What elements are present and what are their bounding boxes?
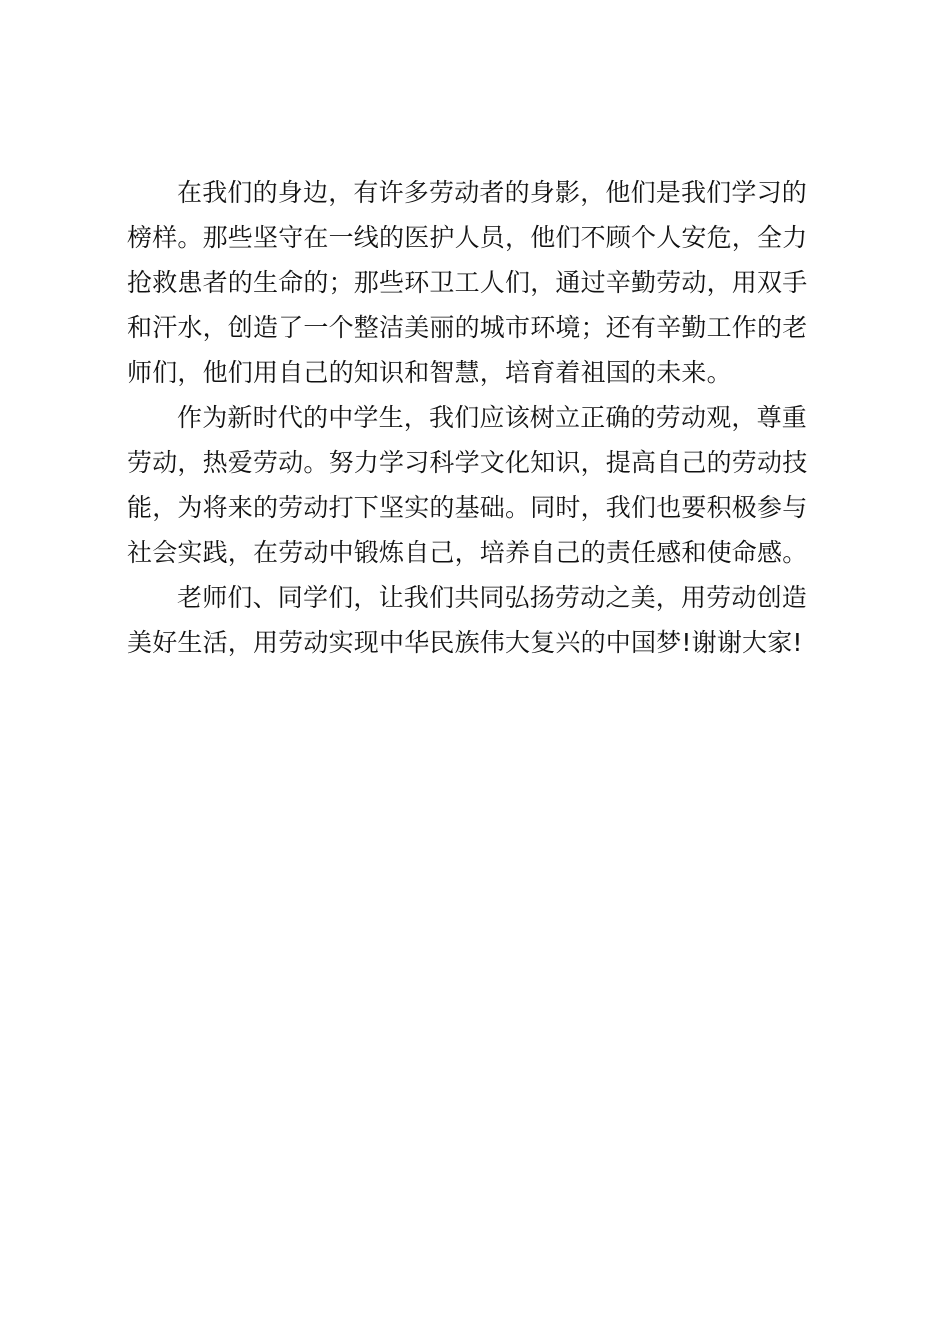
paragraph-3-line-1: 老师们、同学们，让我们共同弘扬劳动之美，用劳动创造 xyxy=(177,583,808,612)
paragraph-1-line-4: 和汗水，创造了一个整洁美丽的城市环境；还有辛勤工作的老 xyxy=(127,313,808,342)
paragraph-2-line-2: 劳动，热爱劳动。努力学习科学文化知识，提高自己的劳动技 xyxy=(127,448,808,477)
document-body xyxy=(127,170,832,665)
paragraph-2 xyxy=(127,395,832,575)
paragraph-2-line-3: 能，为将来的劳动打下坚实的基础。同时，我们也要积极参与 xyxy=(127,493,808,522)
paragraph-1-line-1: 在我们的身边，有许多劳动者的身影，他们是我们学习的 xyxy=(177,178,808,207)
paragraph-3 xyxy=(127,575,832,665)
paragraph-1 xyxy=(127,170,832,395)
paragraph-2-line-1: 作为新时代的中学生，我们应该树立正确的劳动观，尊重 xyxy=(177,403,808,432)
paragraph-1-line-2: 榜样。那些坚守在一线的医护人员，他们不顾个人安危，全力 xyxy=(127,223,808,252)
paragraph-1-line-5: 师们，他们用自己的知识和智慧，培育着祖国的未来。 xyxy=(127,358,732,387)
paragraph-1-line-3: 抢救患者的生命的；那些环卫工人们，通过辛勤劳动，用双手 xyxy=(127,268,808,297)
paragraph-2-line-4: 社会实践，在劳动中锻炼自己，培养自己的责任感和使命感。 xyxy=(127,538,808,567)
paragraph-3-line-2: 美好生活，用劳动实现中华民族伟大复兴的中国梦!谢谢大家! xyxy=(127,628,803,657)
